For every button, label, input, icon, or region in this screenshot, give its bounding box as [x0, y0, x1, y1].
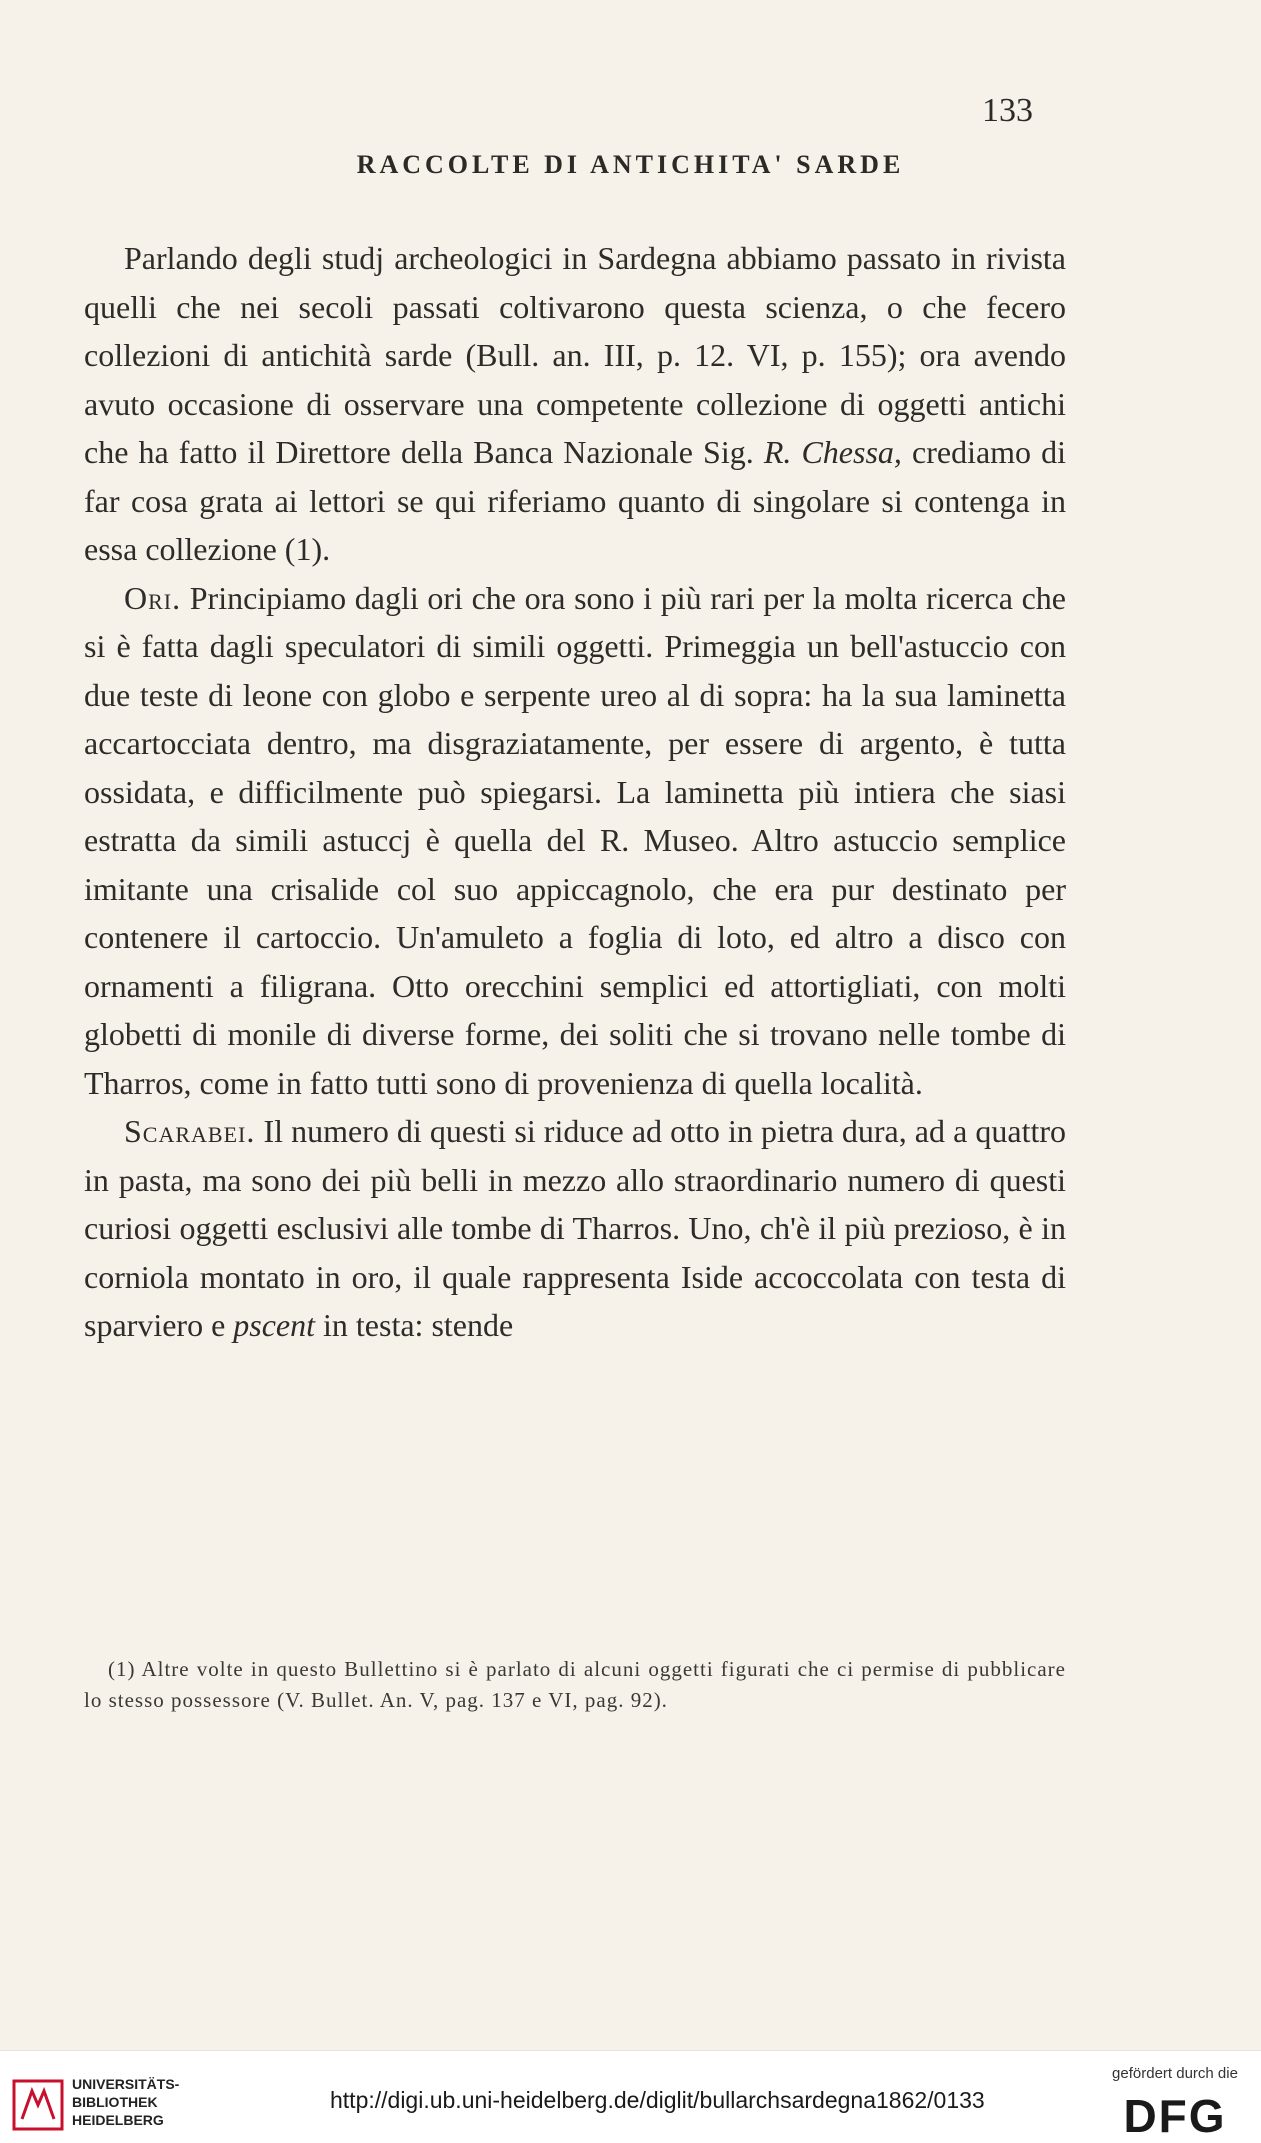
institution-line-2: BIBLIOTHEK: [72, 2094, 158, 2110]
paragraph-intro: [84, 234, 1066, 574]
paragraph-scarabei: [84, 1107, 1066, 1350]
footnote-text: (1) Altre volte in questo Bullettino si è parlato di alcuni oggetti figurati che ci permise di pubblicare lo stesso possessore (V. Bullet. An. V, pag. 137 e VI, pag. 92).: [84, 1657, 1066, 1712]
dfg-logo: DFG: [1123, 2090, 1227, 2142]
paragraph-ori: [84, 574, 1066, 1108]
paragraph-ori-text: Principiamo dagli ori che ora sono i più rari per la molta ricerca che si è fatta dagli speculatori di simili oggetti. Primeggia un bell'astuccio con due teste di leone con globo e serpente ureo al di sopra: ha la sua laminetta accartocciata dentro, ma disgraziatamente, per essere di argento, è tutta ossidata, e difficilmente può spiegarsi. La laminetta più intiera che siasi estratta da simili astuccj è quella del R. Museo. Altro astuccio semplice imitante una crisalide col suo appiccagnolo, che era pur destinato per contenere il cartoccio. Un'amuleto a foglia di loto, ed altro a disco con ornamenti a filigrana. Otto orecchini semplici ed attortigliati, con molti globetti di monile di diverse forme, dei soliti che si trovano nelle tombe di Tharros, come in fatto tutti sono di provenienza di quella località.: [84, 579, 1066, 1101]
footer-bar: [0, 2050, 1261, 2141]
running-title: RACCOLTE DI ANTICHITA' SARDE: [356, 150, 905, 179]
paragraph-scarabei-italic: pscent: [233, 1307, 316, 1343]
paragraph-scarabei-text: Il numero di questi si riduce ad otto in pietra dura, ad a quattro in pasta, ma sono dei più belli in mezzo allo straordinario numero di questi curiosi oggetti esclusivi alle tombe di Tharros. Uno, ch'è il più prezioso, è in corniola montato in oro, il quale rappresenta Iside accoccolata con testa di sparviero e: [84, 1113, 1066, 1343]
funded-by-label: gefördert durch die: [1112, 2065, 1238, 2082]
paragraph-intro-italic: R. Chessa,: [763, 434, 902, 470]
institution-line-1: UNIVERSITÄTS-: [72, 2076, 180, 2092]
institution-name: [72, 2075, 179, 2129]
section-heading-ori: Ori.: [124, 579, 182, 616]
paragraph-scarabei-end: in testa: stende: [315, 1307, 514, 1343]
institution-line-3: HEIDELBERG: [72, 2112, 164, 2128]
permalink-url[interactable]: http://digi.ub.uni-heidelberg.de/diglit/bullarchsardegna1862/0133: [330, 2087, 985, 2113]
university-seal-icon: [12, 2079, 64, 2131]
footnote: [84, 1654, 1066, 1716]
paragraph-intro-text: Parlando degli studj archeologici in Sardegna abbiamo passato in rivista quelli che nei secoli passati coltivarono questa scienza, o che fecero collezioni di antichità sarde (Bull. an. III, p. 12. VI, p. 155); ora avendo avuto occasione di osservare una competente collezione di oggetti antichi che ha fatto il Direttore della Banca Nazionale Sig.: [84, 240, 1066, 470]
section-heading-scarabei: Scarabei.: [124, 1113, 256, 1149]
paragraph-intro-end: crediamo di far cosa grata ai lettori se qui riferiamo quanto di singolare si contenga in essa collezione (1).: [84, 434, 1067, 567]
page-number: 133: [982, 92, 1033, 129]
body-text: [84, 234, 1066, 1350]
